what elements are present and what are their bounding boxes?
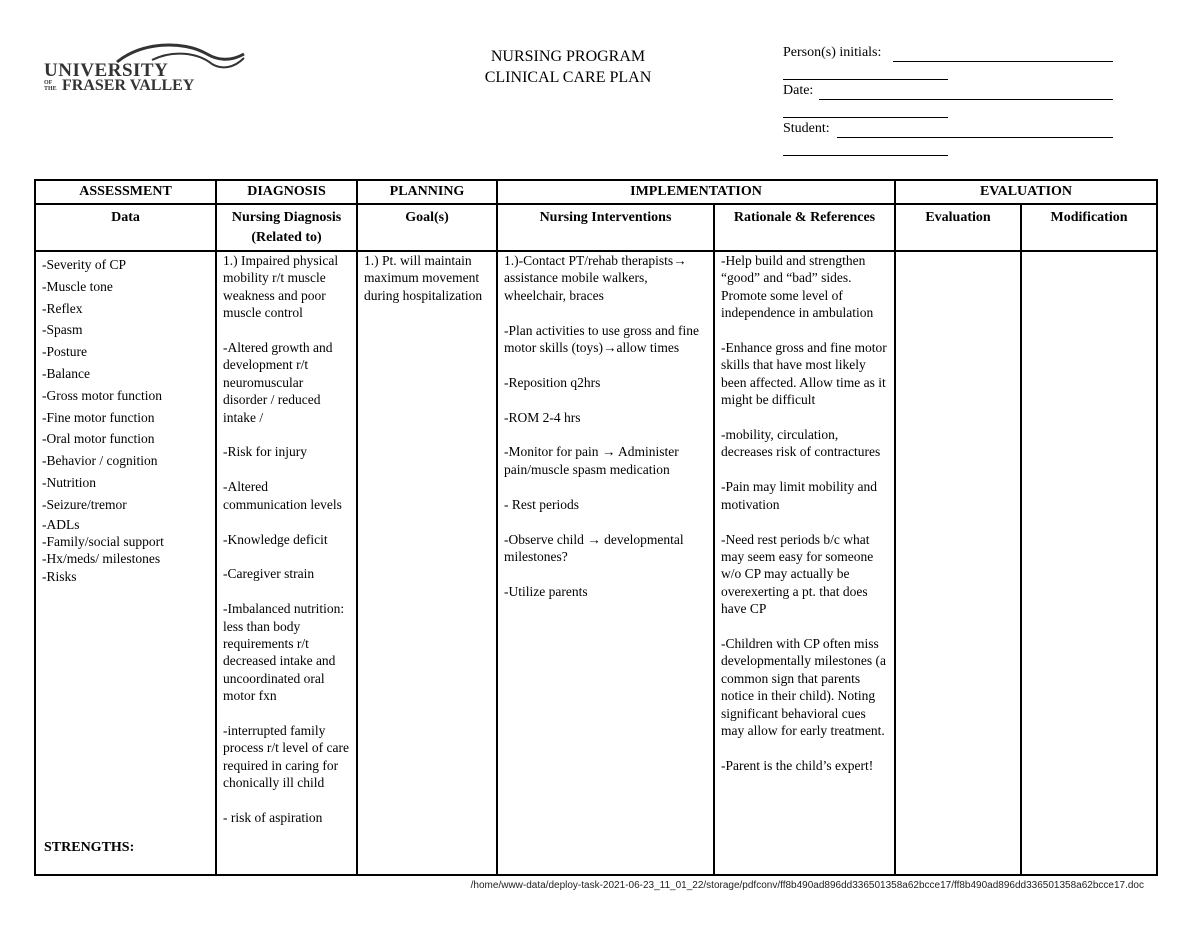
col-goals: Goal(s): [357, 204, 497, 251]
col-rationale: Rationale & References: [714, 204, 895, 251]
university-logo: [42, 40, 212, 96]
date-line: [819, 99, 1113, 100]
student-field[interactable]: [783, 121, 1123, 159]
assessment-cell[interactable]: [35, 251, 216, 875]
goals-cell[interactable]: [357, 251, 497, 875]
date-line-continued: [783, 117, 948, 118]
rationale-cell[interactable]: [714, 251, 895, 875]
document-title: [450, 46, 686, 88]
initials-line: [893, 61, 1113, 62]
interventions-text: 1.)-Contact PT/rehab therapists→ assistance mobile walkers, wheelchair, braces -Plan activities to use gross and fine motor skills (toys)→allow times -Reposition q2hrs -ROM 2-4 hrs -Monitor for pain → Administer pain/muscle spasm medication - Rest periods -Observe child → developmental milestones? -Utilize parents: [504, 253, 699, 599]
section-planning: PLANNING: [357, 180, 497, 204]
student-line-continued: [783, 155, 948, 156]
strengths-label: STRENGTHS:: [44, 840, 135, 855]
col-data: Data: [35, 204, 216, 251]
assessment-list-continued: -ADLs -Family/social support -Hx/meds/ milestones -Risks: [42, 516, 164, 584]
diagnosis-text: 1.) Impaired physical mobility r/t muscle weakness and poor muscle control -Altered growth and development r/t neuromuscular disorder / reduced intake / -Risk for injury -Altered communication levels -Knowledge deficit -Caregiver strain -Imbalanced nutrition: less than body requirements r/t decreased intake and uncoordinated oral motor fxn -interrupted family process r/t level of care required in caring for chonically ill child - risk of aspiration: [223, 253, 349, 825]
assessment-list: -Severity of CP -Muscle tone -Reflex -Spasm -Posture -Balance -Gross motor function -Fine motor function -Oral motor function -Behavior / cognition -Nutrition -Seizure/tremor: [42, 257, 162, 512]
file-path-footer: /home/www-data/deploy-task-2021-06-23_11_01_22/storage/pdfconv/ff8b490ad896dd336501358a62bcce17/ff8b490ad896dd336501358a62bcce17.doc: [470, 880, 1144, 891]
section-evaluation: EVALUATION: [895, 180, 1157, 204]
evaluation-cell[interactable]: [895, 251, 1021, 875]
column-header-row: [35, 204, 1157, 251]
care-plan-table: [34, 179, 1158, 876]
col-nursing-diagnosis: Nursing Diagnosis (Related to): [216, 204, 357, 251]
col-evaluation: Evaluation: [895, 204, 1021, 251]
content-row: [35, 251, 1157, 875]
rationale-text: -Help build and strengthen “good” and “bad” sides. Promote some level of independence in ambulation -Enhance gross and fine motor skills that have most likely been affected. Allow time as it might be difficult -mobility, circulation, decreases risk of contractures -Pain may limit mobility and motivation -Need rest periods b/c what may seem easy for someone w/o CP may actually be overexerting a pt. that does have CP -Children with CP often miss developmentally milestones (a common sign that parents notice in their child). Noting significant behavioral cues may allow for early treatment. -Parent is the child’s expert!: [721, 253, 887, 773]
date-label: Date:: [783, 83, 814, 98]
section-diagnosis: DIAGNOSIS: [216, 180, 357, 204]
initials-field[interactable]: [783, 45, 1123, 83]
title-line-2: CLINICAL CARE PLAN: [484, 69, 652, 86]
col-nursing-interventions: Nursing Interventions: [497, 204, 714, 251]
logo-text-fraser-valley: OF THE FRASER VALLEY: [44, 77, 195, 94]
diagnosis-cell[interactable]: [216, 251, 357, 875]
logo-text-university: UNIVERSITY: [44, 60, 169, 81]
title-line-1: NURSING PROGRAM: [490, 48, 646, 65]
initials-label: Person(s) initials:: [783, 45, 882, 60]
col-modification: Modification: [1021, 204, 1157, 251]
initials-line-continued: [783, 79, 948, 80]
interventions-cell[interactable]: [497, 251, 714, 875]
section-header-row: [35, 180, 1157, 204]
header-fields: [783, 45, 1123, 159]
section-assessment: ASSESSMENT: [35, 180, 216, 204]
section-implementation: IMPLEMENTATION: [497, 180, 895, 204]
date-field[interactable]: [783, 83, 1123, 121]
student-label: Student:: [783, 121, 830, 136]
goals-text: 1.) Pt. will maintain maximum movement during hospitalization: [364, 253, 483, 303]
student-line: [837, 137, 1113, 138]
modification-cell[interactable]: [1021, 251, 1157, 875]
